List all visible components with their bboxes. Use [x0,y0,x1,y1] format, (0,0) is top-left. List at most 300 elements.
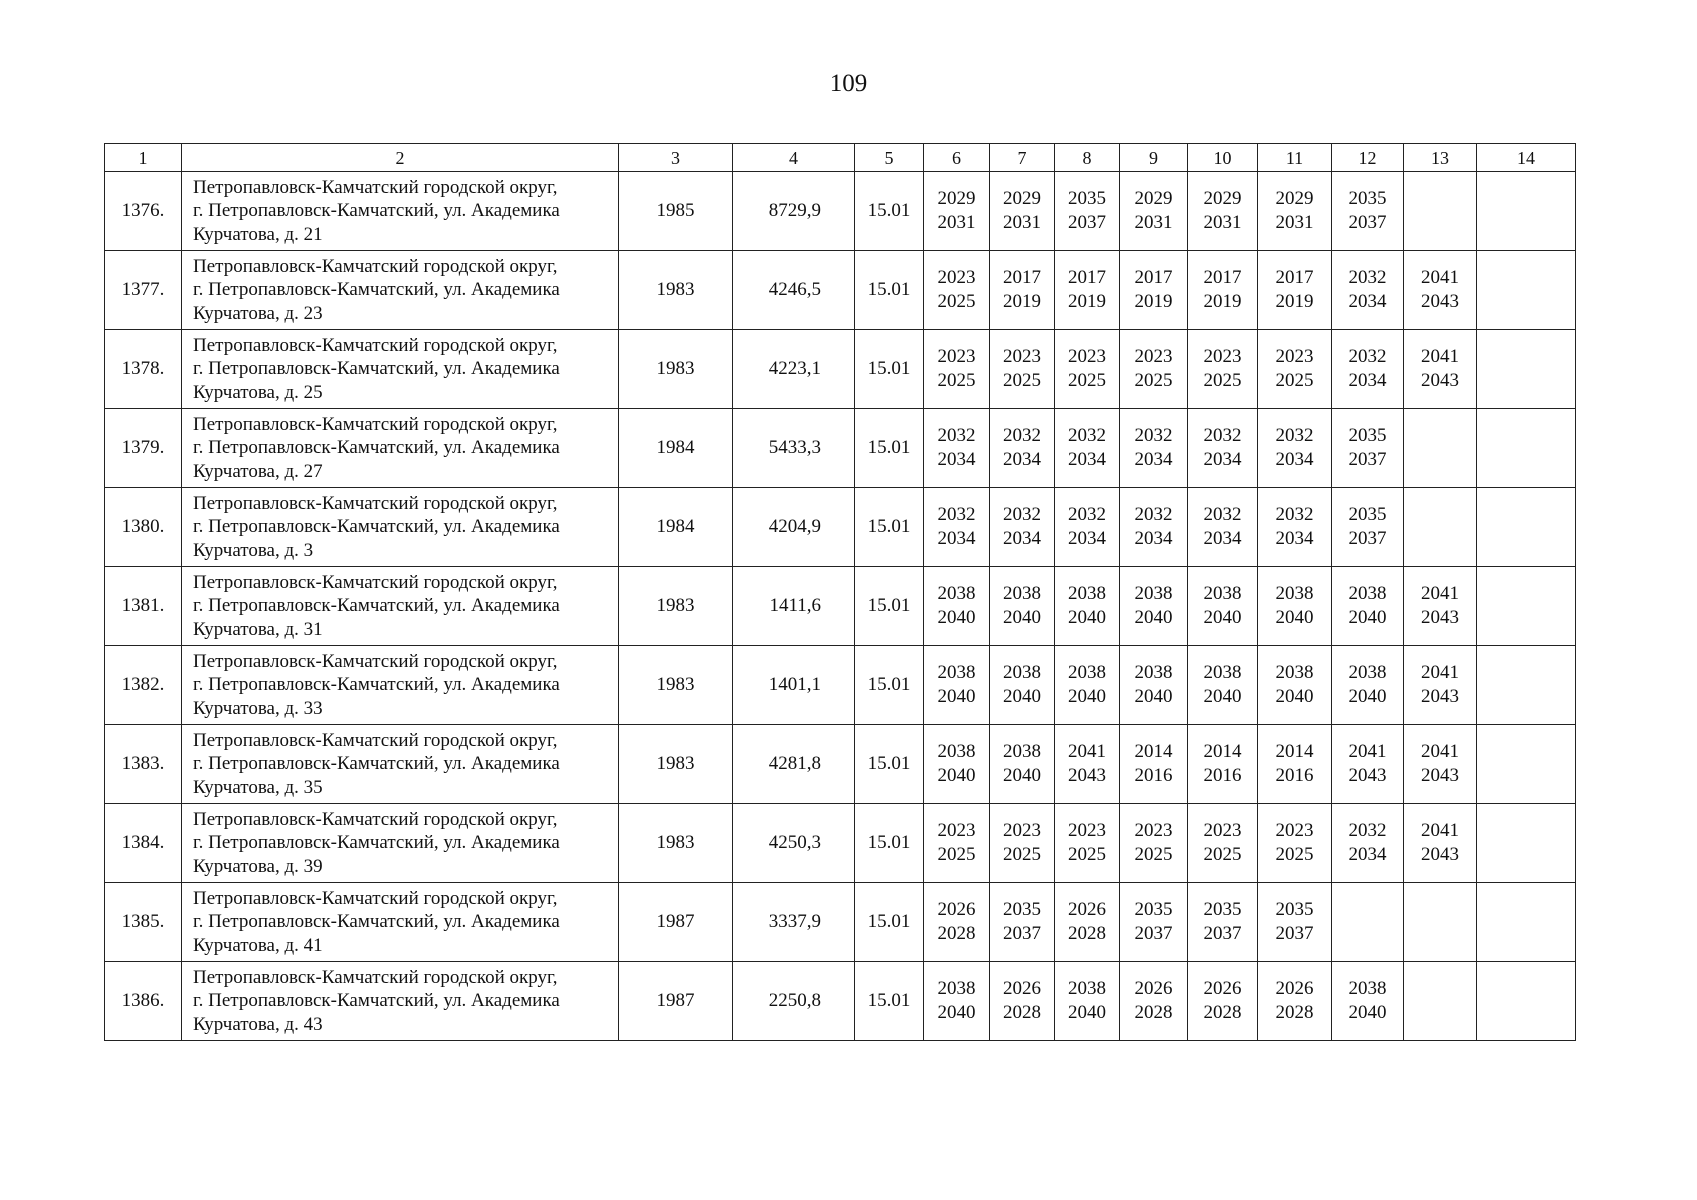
table-row [105,330,1576,409]
period-cell-col-13 [1404,804,1477,883]
period-end-year: 2037 [1203,923,1242,944]
address-line: Петропавловск-Камчатский городской округ, [193,966,558,988]
row-number: 1386. [105,962,182,1041]
period-start-year: 2041 [1421,346,1459,367]
period-start-year: 2014 [1275,741,1314,762]
table-row [105,251,1576,330]
address-cell [182,488,619,567]
period-end-year: 2025 [1068,844,1106,865]
period-start-year: 2023 [1003,820,1041,841]
period-start-year: 2026 [1068,899,1106,920]
period-cell-col-11 [1258,646,1332,725]
address-cell [182,725,619,804]
period-end-year: 2025 [1003,844,1041,865]
period-end-year: 2043 [1421,765,1459,786]
period-cell-col-6 [924,725,990,804]
period-start-year: 2038 [1003,583,1041,604]
header-row [105,144,1576,172]
period-end-year: 2040 [937,686,976,707]
period-start-year: 2038 [937,583,976,604]
period-cell-col-10 [1188,172,1258,251]
period-cell-col-7 [990,251,1055,330]
period-end-year: 2028 [1203,1002,1242,1023]
address-line: г. Петропавловск-Камчатский, ул. Академика [193,990,560,1012]
period-start-year: 2032 [1275,425,1314,446]
construction-year: 1983 [619,567,733,646]
period-cell-col-7 [990,488,1055,567]
address-line: г. Петропавловск-Камчатский, ул. Академика [193,832,560,854]
period-start-year: 2023 [1275,820,1314,841]
period-cell-col-9 [1120,330,1188,409]
period-cell-col-7 [990,883,1055,962]
period-start-year: 2023 [1203,820,1242,841]
row-number: 1378. [105,330,182,409]
period-cell-col-10 [1188,567,1258,646]
address-line: Петропавловск-Камчатский городской округ, [193,650,558,672]
period-end-year: 2025 [1203,370,1242,391]
address-line: Курчатова, д. 35 [193,776,323,798]
construction-year: 1983 [619,725,733,804]
address-line: г. Петропавловск-Камчатский, ул. Академика [193,911,560,933]
period-start-year: 2023 [1275,346,1314,367]
period-cell-col-12 [1332,725,1404,804]
period-cell-col-10 [1188,804,1258,883]
period-cell-col-14 [1477,646,1576,725]
column-header-9: 9 [1120,144,1188,172]
period-cell-col-11 [1258,488,1332,567]
period-start-year: 2026 [1203,978,1242,999]
address-line: Курчатова, д. 27 [193,460,323,482]
period-end-year: 2028 [1068,923,1106,944]
period-end-year: 2040 [1003,607,1041,628]
period-cell-col-11 [1258,804,1332,883]
total-area: 4281,8 [733,725,855,804]
period-cell-col-10 [1188,962,1258,1041]
total-area: 1411,6 [733,567,855,646]
period-cell-col-14 [1477,330,1576,409]
column-header-7: 7 [990,144,1055,172]
period-cell-col-6 [924,409,990,488]
column-header-10: 10 [1188,144,1258,172]
period-cell-col-10 [1188,251,1258,330]
period-cell-col-8 [1055,725,1120,804]
period-start-year: 2023 [937,346,976,367]
period-end-year: 2040 [1068,686,1106,707]
period-start-year: 2023 [1134,346,1173,367]
period-start-year: 2038 [1134,662,1173,683]
period-cell-col-10 [1188,646,1258,725]
period-start-year: 2032 [1003,425,1041,446]
period-start-year: 2026 [1003,978,1041,999]
period-end-year: 2016 [1275,765,1314,786]
period-start-year: 2038 [1068,583,1106,604]
period-start-year: 2032 [937,425,976,446]
period-end-year: 2025 [1134,844,1173,865]
period-end-year: 2043 [1421,844,1459,865]
total-area: 4250,3 [733,804,855,883]
period-end-year: 2040 [1068,607,1106,628]
period-start-year: 2038 [1275,662,1314,683]
period-end-year: 2034 [937,528,976,549]
column-header-4: 4 [733,144,855,172]
construction-year: 1983 [619,804,733,883]
address-line: г. Петропавловск-Камчатский, ул. Академика [193,595,560,617]
period-end-year: 2034 [1203,449,1242,470]
period-end-year: 2025 [1203,844,1242,865]
period-end-year: 2040 [1003,686,1041,707]
period-cell-col-6 [924,646,990,725]
row-number: 1381. [105,567,182,646]
page-number: 109 [829,70,868,97]
period-end-year: 2034 [1348,844,1387,865]
period-cell-col-9 [1120,172,1188,251]
period-cell-col-9 [1120,251,1188,330]
period-end-year: 2031 [1275,212,1314,233]
period-start-year: 2017 [1068,267,1106,288]
address-line: Петропавловск-Камчатский городской округ, [193,413,558,435]
period-end-year: 2019 [1203,291,1242,312]
period-end-year: 2025 [937,844,976,865]
period-start-year: 2029 [1003,188,1041,209]
address-line: г. Петропавловск-Камчатский, ул. Академика [193,674,560,696]
period-cell-col-13 [1404,883,1477,962]
row-number: 1377. [105,251,182,330]
period-end-year: 2025 [1068,370,1106,391]
period-end-year: 2040 [937,607,976,628]
total-area: 4223,1 [733,330,855,409]
period-start-year: 2014 [1134,741,1173,762]
period-cell-col-13 [1404,251,1477,330]
period-end-year: 2040 [1348,607,1387,628]
period-start-year: 2032 [1348,267,1387,288]
period-cell-col-10 [1188,883,1258,962]
row-number: 1384. [105,804,182,883]
period-start-year: 2032 [1003,504,1041,525]
construction-year: 1985 [619,172,733,251]
address-line: Курчатова, д. 43 [193,1013,323,1035]
construction-year: 1983 [619,251,733,330]
period-start-year: 2023 [1003,346,1041,367]
code-cell: 15.01 [855,567,924,646]
column-header-11: 11 [1258,144,1332,172]
period-end-year: 2025 [937,291,976,312]
period-start-year: 2017 [1134,267,1173,288]
period-end-year: 2031 [1203,212,1242,233]
row-number: 1380. [105,488,182,567]
period-start-year: 2038 [937,741,976,762]
period-end-year: 2019 [1275,291,1314,312]
period-end-year: 2037 [1068,212,1106,233]
period-end-year: 2034 [1275,528,1314,549]
address-line: г. Петропавловск-Камчатский, ул. Академика [193,753,560,775]
period-cell-col-9 [1120,962,1188,1041]
period-start-year: 2014 [1203,741,1242,762]
period-start-year: 2038 [1003,741,1041,762]
period-end-year: 2037 [1348,528,1387,549]
row-number: 1382. [105,646,182,725]
address-cell [182,172,619,251]
period-cell-col-10 [1188,330,1258,409]
period-cell-col-9 [1120,567,1188,646]
period-start-year: 2038 [1134,583,1173,604]
column-header-1: 1 [105,144,182,172]
period-end-year: 2034 [1068,449,1106,470]
period-start-year: 2038 [1068,662,1106,683]
period-start-year: 2035 [1003,899,1041,920]
address-cell [182,567,619,646]
address-line: Петропавловск-Камчатский городской округ, [193,571,558,593]
period-start-year: 2026 [937,899,976,920]
column-header-8: 8 [1055,144,1120,172]
period-cell-col-11 [1258,883,1332,962]
period-start-year: 2032 [937,504,976,525]
period-end-year: 2040 [1068,1002,1106,1023]
period-start-year: 2032 [1203,504,1242,525]
column-header-14: 14 [1477,144,1576,172]
address-cell [182,646,619,725]
address-line: Курчатова, д. 31 [193,618,323,640]
period-cell-col-14 [1477,725,1576,804]
address-line: Курчатова, д. 23 [193,302,323,324]
period-end-year: 2034 [1003,528,1041,549]
column-header-6: 6 [924,144,990,172]
period-cell-col-6 [924,962,990,1041]
period-cell-col-8 [1055,330,1120,409]
table-row [105,488,1576,567]
table-row [105,567,1576,646]
period-start-year: 2023 [1068,820,1106,841]
period-cell-col-8 [1055,409,1120,488]
code-cell: 15.01 [855,804,924,883]
row-number: 1385. [105,883,182,962]
period-cell-col-8 [1055,567,1120,646]
period-start-year: 2032 [1348,346,1387,367]
period-start-year: 2023 [1068,346,1106,367]
table-row [105,172,1576,251]
total-area: 3337,9 [733,883,855,962]
period-cell-col-9 [1120,725,1188,804]
period-cell-col-13 [1404,488,1477,567]
period-end-year: 2025 [1134,370,1173,391]
table-row [105,804,1576,883]
period-cell-col-6 [924,567,990,646]
period-start-year: 2032 [1134,425,1173,446]
period-start-year: 2032 [1348,820,1387,841]
period-cell-col-6 [924,330,990,409]
period-start-year: 2023 [1134,820,1173,841]
code-cell: 15.01 [855,488,924,567]
period-end-year: 2034 [1134,528,1173,549]
period-start-year: 2041 [1421,267,1459,288]
period-end-year: 2019 [1068,291,1106,312]
period-start-year: 2035 [1203,899,1242,920]
total-area: 4204,9 [733,488,855,567]
period-cell-col-8 [1055,172,1120,251]
period-cell-col-7 [990,172,1055,251]
period-cell-col-7 [990,804,1055,883]
column-header-2: 2 [182,144,619,172]
period-cell-col-7 [990,567,1055,646]
period-cell-col-11 [1258,172,1332,251]
period-end-year: 2037 [1003,923,1041,944]
period-start-year: 2032 [1068,425,1106,446]
code-cell: 15.01 [855,725,924,804]
period-end-year: 2043 [1421,607,1459,628]
address-cell [182,409,619,488]
table-row [105,725,1576,804]
period-end-year: 2040 [1203,686,1242,707]
period-cell-col-11 [1258,330,1332,409]
table-row [105,883,1576,962]
period-cell-col-10 [1188,409,1258,488]
total-area: 1401,1 [733,646,855,725]
column-header-3: 3 [619,144,733,172]
period-cell-col-9 [1120,804,1188,883]
address-line: г. Петропавловск-Камчатский, ул. Академика [193,279,560,301]
total-area: 5433,3 [733,409,855,488]
construction-year: 1984 [619,488,733,567]
period-cell-col-11 [1258,251,1332,330]
period-start-year: 2032 [1134,504,1173,525]
period-end-year: 2034 [1348,370,1387,391]
address-line: Петропавловск-Камчатский городской округ, [193,729,558,751]
period-cell-col-8 [1055,251,1120,330]
period-cell-col-14 [1477,883,1576,962]
period-end-year: 2040 [1348,686,1387,707]
period-start-year: 2041 [1421,741,1459,762]
period-cell-col-6 [924,488,990,567]
address-line: Петропавловск-Камчатский городской округ, [193,492,558,514]
period-cell-col-8 [1055,646,1120,725]
period-end-year: 2040 [1275,686,1314,707]
period-start-year: 2038 [1348,662,1387,683]
period-cell-col-13 [1404,962,1477,1041]
period-cell-col-6 [924,804,990,883]
period-end-year: 2025 [1003,370,1041,391]
address-line: Курчатова, д. 3 [193,539,314,561]
column-header-12: 12 [1332,144,1404,172]
period-end-year: 2037 [1348,212,1387,233]
period-end-year: 2037 [1275,923,1314,944]
period-cell-col-11 [1258,567,1332,646]
address-line: Петропавловск-Камчатский городской округ, [193,255,558,277]
address-cell [182,883,619,962]
period-cell-col-12 [1332,409,1404,488]
address-line: Курчатова, д. 33 [193,697,323,719]
table-row [105,962,1576,1041]
period-start-year: 2026 [1275,978,1314,999]
period-end-year: 2040 [1348,1002,1387,1023]
total-area: 4246,5 [733,251,855,330]
table-row [105,409,1576,488]
period-end-year: 2034 [937,449,976,470]
period-end-year: 2040 [1203,607,1242,628]
code-cell: 15.01 [855,962,924,1041]
construction-year: 1983 [619,330,733,409]
address-cell [182,330,619,409]
period-end-year: 2025 [937,370,976,391]
period-cell-col-14 [1477,409,1576,488]
period-end-year: 2034 [1275,449,1314,470]
period-end-year: 2043 [1068,765,1106,786]
address-cell [182,962,619,1041]
period-cell-col-7 [990,330,1055,409]
period-cell-col-12 [1332,488,1404,567]
period-cell-col-13 [1404,567,1477,646]
period-end-year: 2040 [1003,765,1041,786]
period-cell-col-11 [1258,725,1332,804]
period-start-year: 2023 [1203,346,1242,367]
period-start-year: 2035 [1348,425,1387,446]
period-start-year: 2029 [1134,188,1173,209]
period-end-year: 2025 [1275,370,1314,391]
period-end-year: 2043 [1421,291,1459,312]
period-cell-col-13 [1404,725,1477,804]
construction-year: 1987 [619,962,733,1041]
address-line: Петропавловск-Камчатский городской округ, [193,176,558,198]
address-line: г. Петропавловск-Камчатский, ул. Академика [193,200,560,222]
period-cell-col-13 [1404,172,1477,251]
row-number: 1379. [105,409,182,488]
period-start-year: 2017 [1203,267,1242,288]
period-start-year: 2035 [1275,899,1314,920]
period-end-year: 2028 [1275,1002,1314,1023]
code-cell: 15.01 [855,883,924,962]
period-end-year: 2031 [1134,212,1173,233]
address-line: г. Петропавловск-Камчатский, ул. Академика [193,516,560,538]
period-cell-col-13 [1404,646,1477,725]
period-start-year: 2035 [1134,899,1173,920]
period-cell-col-8 [1055,804,1120,883]
period-end-year: 2019 [1134,291,1173,312]
period-start-year: 2023 [937,267,976,288]
row-number: 1376. [105,172,182,251]
period-cell-col-9 [1120,883,1188,962]
period-cell-col-12 [1332,330,1404,409]
construction-year: 1983 [619,646,733,725]
address-line: г. Петропавловск-Камчатский, ул. Академика [193,358,560,380]
period-start-year: 2032 [1275,504,1314,525]
period-end-year: 2025 [1275,844,1314,865]
code-cell: 15.01 [855,330,924,409]
period-cell-col-12 [1332,567,1404,646]
period-cell-col-7 [990,409,1055,488]
period-cell-col-14 [1477,804,1576,883]
period-start-year: 2038 [1068,978,1106,999]
table-body [105,172,1576,1041]
period-cell-col-13 [1404,409,1477,488]
period-start-year: 2029 [937,188,976,209]
period-end-year: 2040 [1275,607,1314,628]
code-cell: 15.01 [855,251,924,330]
period-cell-col-12 [1332,251,1404,330]
housing-register-table [104,143,1576,1041]
period-end-year: 2043 [1421,686,1459,707]
period-start-year: 2038 [1348,583,1387,604]
code-cell: 15.01 [855,646,924,725]
period-cell-col-12 [1332,646,1404,725]
period-cell-col-7 [990,725,1055,804]
period-start-year: 2041 [1421,820,1459,841]
total-area: 8729,9 [733,172,855,251]
period-start-year: 2035 [1348,188,1387,209]
period-cell-col-7 [990,962,1055,1041]
period-cell-col-13 [1404,330,1477,409]
period-end-year: 2031 [1003,212,1041,233]
address-cell [182,804,619,883]
period-end-year: 2034 [1348,291,1387,312]
construction-year: 1984 [619,409,733,488]
